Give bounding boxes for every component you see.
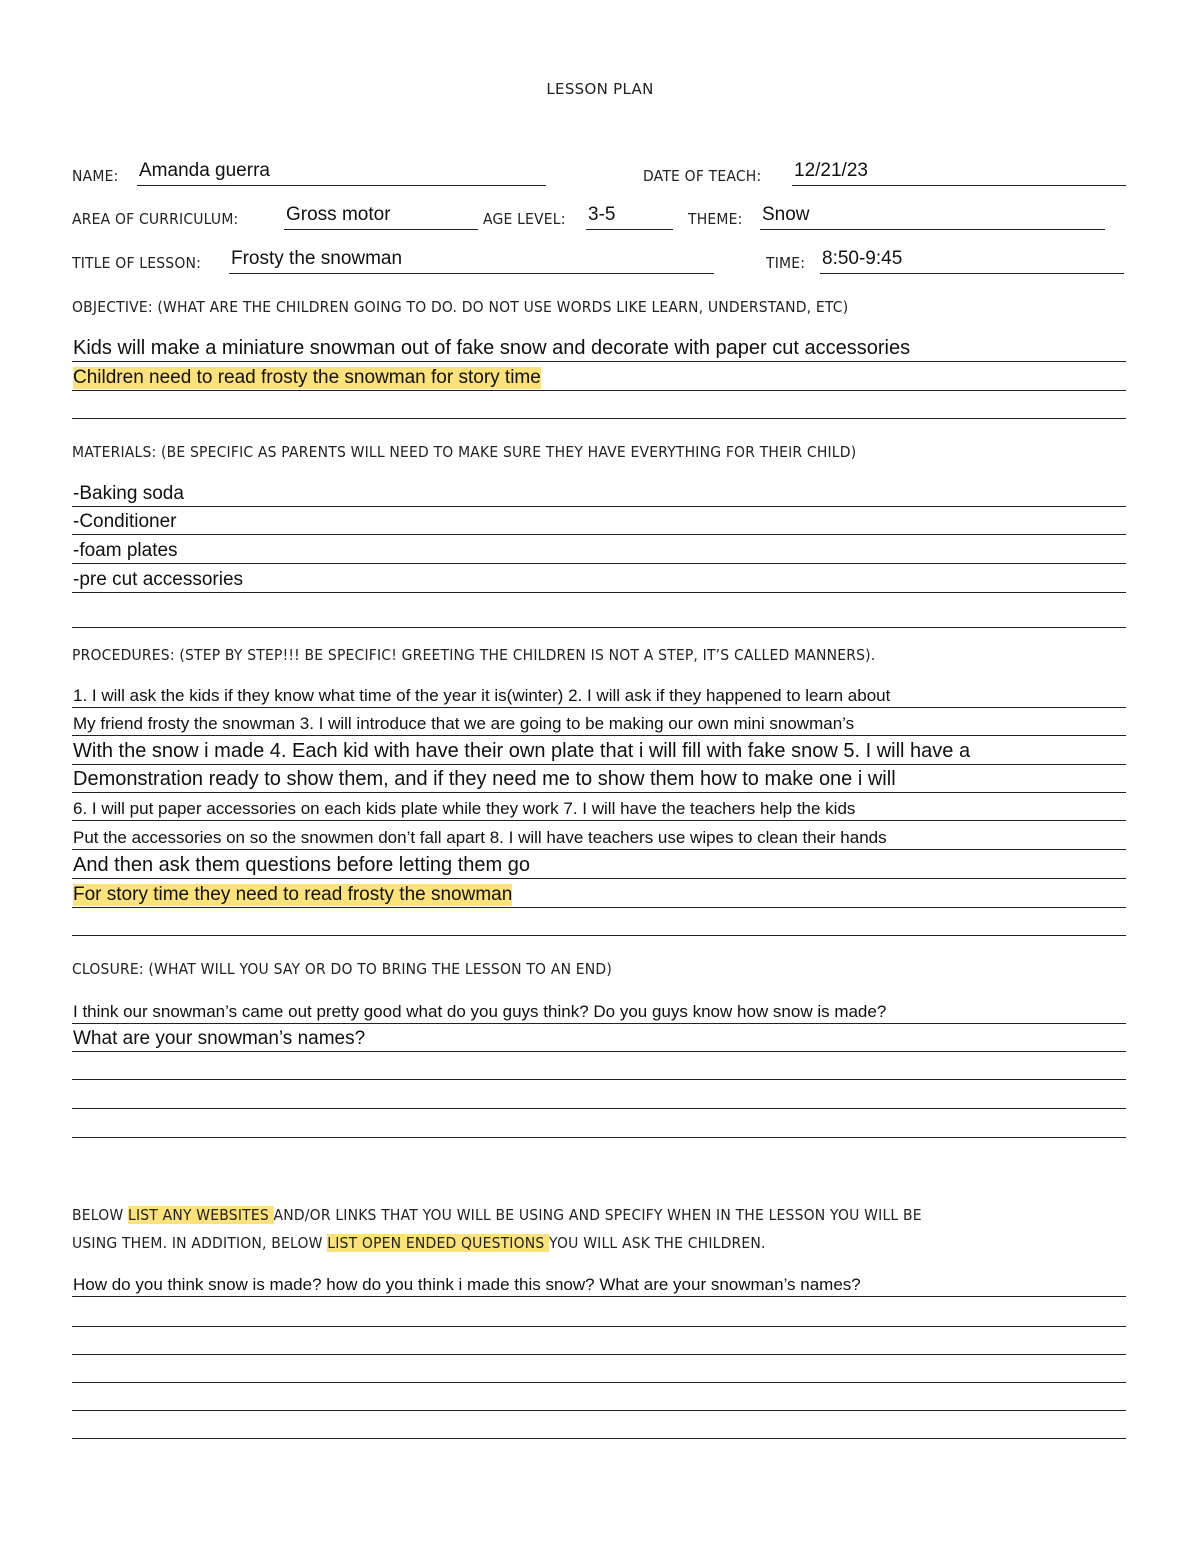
lesson-title-underline	[229, 273, 714, 274]
time-underline	[820, 273, 1124, 274]
closure-heading: CLOSURE: (WHAT WILL YOU SAY OR DO TO BRING THE LESSON TO AN END)	[72, 960, 612, 978]
page-title: LESSON PLAN	[546, 80, 654, 98]
theme-underline	[760, 229, 1105, 230]
age-underline	[586, 229, 673, 230]
area-underline	[284, 229, 478, 230]
time-label: TIME:	[766, 254, 806, 272]
procedures-line: Demonstration ready to show them, and if they need me to show them how to make one i will	[72, 764, 1126, 793]
date-underline	[792, 185, 1126, 186]
lesson-title-label: TITLE OF LESSON:	[72, 254, 202, 272]
procedures-line	[72, 907, 1126, 936]
procedures-line: With the snow i made 4. Each kid with have their own plate that i will fill with fake snow 5. I will have a	[72, 735, 1126, 765]
questions-line	[72, 1410, 1126, 1439]
materials-line: -Baking soda	[72, 477, 1126, 507]
materials-line: -pre cut accessories	[72, 563, 1126, 593]
websites-heading-line2: USING THEM. IN ADDITION, BELOW LIST OPEN ENDED QUESTIONS YOU WILL ASK THE CHILDREN.	[72, 1234, 766, 1252]
closure-line	[72, 1079, 1126, 1109]
objective-heading: OBJECTIVE: (WHAT ARE THE CHILDREN GOING TO DO. DO NOT USE WORDS LIKE LEARN, UNDERSTAND, ETC)	[72, 298, 849, 316]
procedures-heading: PROCEDURES: (STEP BY STEP!!! BE SPECIFIC! GREETING THE CHILDREN IS NOT A STEP, IT’S CALLED MANNERS).	[72, 646, 876, 664]
date-label: DATE OF TEACH:	[643, 167, 762, 185]
closure-line: I think our snowman’s came out pretty good what do you guys think? Do you guys know how snow is made?	[72, 994, 1126, 1024]
theme-value: Snow	[762, 204, 810, 225]
date-value: 12/21/23	[794, 160, 868, 181]
name-label: NAME:	[72, 167, 119, 185]
name-underline	[137, 185, 546, 186]
websites-heading-line1: BELOW LIST ANY WEBSITES AND/OR LINKS THAT YOU WILL BE USING AND SPECIFY WHEN IN THE LESSON YOU WILL BE	[72, 1206, 922, 1224]
procedures-line: Put the accessories on so the snowmen don’t fall apart 8. I will have teachers use wipes to clean their hands	[72, 820, 1126, 850]
age-value: 3-5	[588, 204, 616, 225]
procedures-line: For story time they need to read frosty the snowman	[72, 878, 1126, 908]
name-value: Amanda guerra	[139, 160, 270, 181]
age-label: AGE LEVEL:	[483, 210, 566, 228]
materials-heading: MATERIALS: (BE SPECIFIC AS PARENTS WILL NEED TO MAKE SURE THEY HAVE EVERYTHING FOR THEIR CHILD)	[72, 443, 857, 461]
questions-line	[72, 1382, 1126, 1411]
area-value: Gross motor	[286, 204, 391, 225]
objective-line: Kids will make a miniature snowman out of fake snow and decorate with paper cut accessories	[72, 332, 1126, 362]
objective-line: Children need to read frosty the snowman for story time	[72, 361, 1126, 391]
closure-line: What are your snowman’s names?	[72, 1023, 1126, 1052]
materials-line	[72, 592, 1126, 628]
objective-line	[72, 390, 1126, 419]
procedures-line: 6. I will put paper accessories on each kids plate while they work 7. I will have the teachers help the kids	[72, 792, 1126, 821]
procedures-line: And then ask them questions before letting them go	[72, 849, 1126, 879]
questions-line	[72, 1354, 1126, 1383]
materials-line: -Conditioner	[72, 506, 1126, 535]
closure-line	[72, 1051, 1126, 1080]
time-value: 8:50-9:45	[822, 248, 903, 269]
theme-label: THEME:	[688, 210, 743, 228]
materials-line: -foam plates	[72, 534, 1126, 564]
questions-line: How do you think snow is made? how do you think i made this snow? What are your snowman’s names?	[72, 1267, 1126, 1297]
lesson-title-value: Frosty the snowman	[231, 248, 403, 269]
questions-line	[72, 1326, 1126, 1355]
procedures-line: 1. I will ask the kids if they know what time of the year it is(winter) 2. I will ask if they happened to learn about	[72, 678, 1126, 708]
area-label: AREA OF CURRICULUM:	[72, 210, 239, 228]
procedures-line: My friend frosty the snowman 3. I will introduce that we are going to be making our own mini snowman’s	[72, 707, 1126, 736]
closure-line	[72, 1108, 1126, 1138]
questions-line	[72, 1296, 1126, 1327]
